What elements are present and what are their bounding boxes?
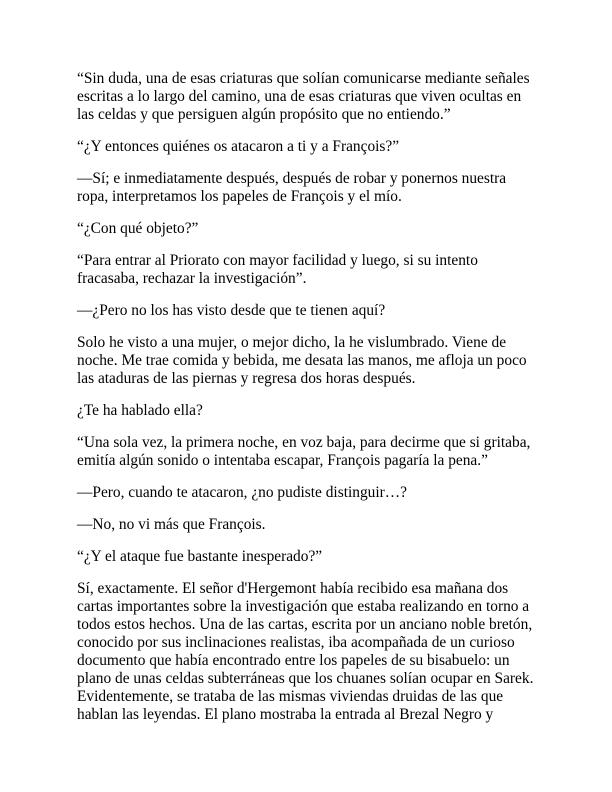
paragraph: Sí, exactamente. El señor d'Hergemont había recibido esa mañana dos cartas importantes sobre la investigación que estaba realizando en torno a todos estos hechos. Una de las cartas, escrita por un anciano noble bretón, conocido por sus inclinaciones realistas, iba acompañada de un curioso documento que había encontrado entre los papeles de su bisabuelo: un plano de unas celdas subterráneas que los chuanes solían ocupar en Sarek. Evidentemente, se trataba de las mismas viviendas druidas de las que hablan las leyendas. El plano mostraba la entrada al Brezal Negro y — [77, 580, 534, 723]
paragraph: “Sin duda, una de esas criaturas que solían comunicarse mediante señales escritas a lo largo del camino, una de esas criaturas que viven ocultas en las celdas y que persiguen algún propósito que no entiendo.” — [77, 70, 530, 123]
paragraph: ¿Te ha hablado ella? — [77, 402, 203, 419]
paragraph: “Una sola vez, la primera noche, en voz baja, para decirme que si gritaba, emitía algún sonido o intentaba escapar, François pagaría la pena.” — [77, 434, 531, 469]
paragraph: “Para entrar al Priorato con mayor facilidad y luego, si su intento fracasaba, rechazar la investigación”. — [77, 252, 478, 287]
paragraph: —No, no vi más que François. — [77, 516, 266, 533]
paragraph: —Sí; e inmediatamente después, después de robar y ponernos nuestra ropa, interpretamos los papeles de François y el mío. — [77, 170, 507, 205]
paragraph: “¿Con qué objeto?” — [77, 220, 199, 237]
paragraph: —¿Pero no los has visto desde que te tienen aquí? — [77, 302, 386, 319]
paragraph: “¿Y entonces quiénes os atacaron a ti y a François?” — [77, 138, 400, 155]
paragraph: Solo he visto a una mujer, o mejor dicho, la he vislumbrado. Viene de noche. Me trae comida y bebida, me desata las manos, me afloja un poco las ataduras de las piernas y regresa dos horas después. — [77, 334, 527, 387]
paragraph: —Pero, cuando te atacaron, ¿no pudiste distinguir…? — [77, 484, 407, 501]
text-column — [77, 70, 537, 738]
paragraph: “¿Y el ataque fue bastante inesperado?” — [77, 548, 323, 565]
